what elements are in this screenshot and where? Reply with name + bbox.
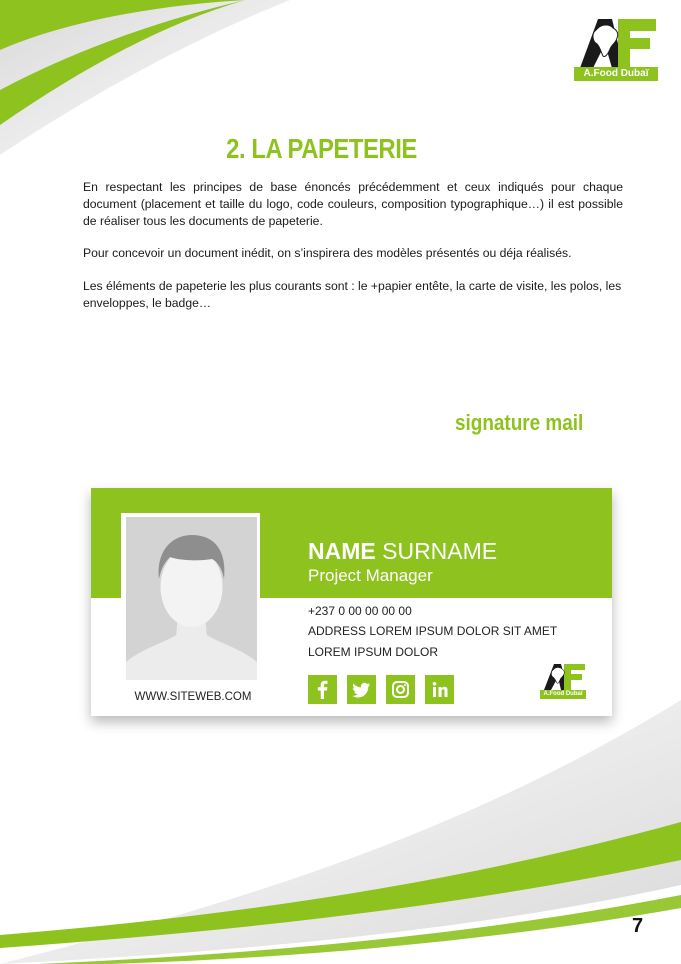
signature-name <box>308 538 497 565</box>
facebook-icon[interactable] <box>308 675 337 704</box>
paragraph-2: Pour concevoir un document inédit, on s’inspirera des modèles présentés ou déja réalisés. <box>83 246 572 260</box>
email-signature-card <box>91 488 612 716</box>
signature-address-line2: LOREM IPSUM DOLOR <box>308 645 439 659</box>
profile-photo-placeholder <box>126 517 257 680</box>
profile-photo-frame <box>121 513 260 685</box>
signature-heading: signature mail <box>455 410 584 435</box>
signature-website[interactable]: WWW.SITEWEB.COM <box>134 691 252 703</box>
linkedin-icon[interactable] <box>425 675 454 704</box>
section-title: 2. LA PAPETERIE <box>226 133 417 164</box>
signature-role: Project Manager <box>308 566 433 585</box>
signature-phone: +237 0 00 00 00 00 <box>308 604 412 618</box>
signature-first-name: NAME <box>308 538 376 564</box>
avatar-silhouette-icon <box>126 517 257 680</box>
paragraph-3: Les éléments de papeterie les plus courants sont : le +papier entête, la carte de visite, les polos, les enveloppes, le badge… <box>83 279 622 310</box>
brand-logo-caption: A.Food Dubaï <box>574 67 658 81</box>
card-brand-logo-caption: A.Food Dubaï <box>540 690 586 699</box>
signature-address-line1: ADDRESS LOREM IPSUM DOLOR SIT AMET <box>308 624 558 638</box>
twitter-icon[interactable] <box>347 675 376 704</box>
page-number: 7 <box>632 915 644 937</box>
instagram-icon[interactable] <box>386 675 415 704</box>
paragraph-1: En respectant les principes de base énoncés précédemment et ceux indiqués pour chaque document (placement et taille du logo, code couleurs, composition typographique…) il est possible de réaliser tous les documents de papeterie. <box>83 180 623 228</box>
signature-last-name: SURNAME <box>382 538 498 564</box>
